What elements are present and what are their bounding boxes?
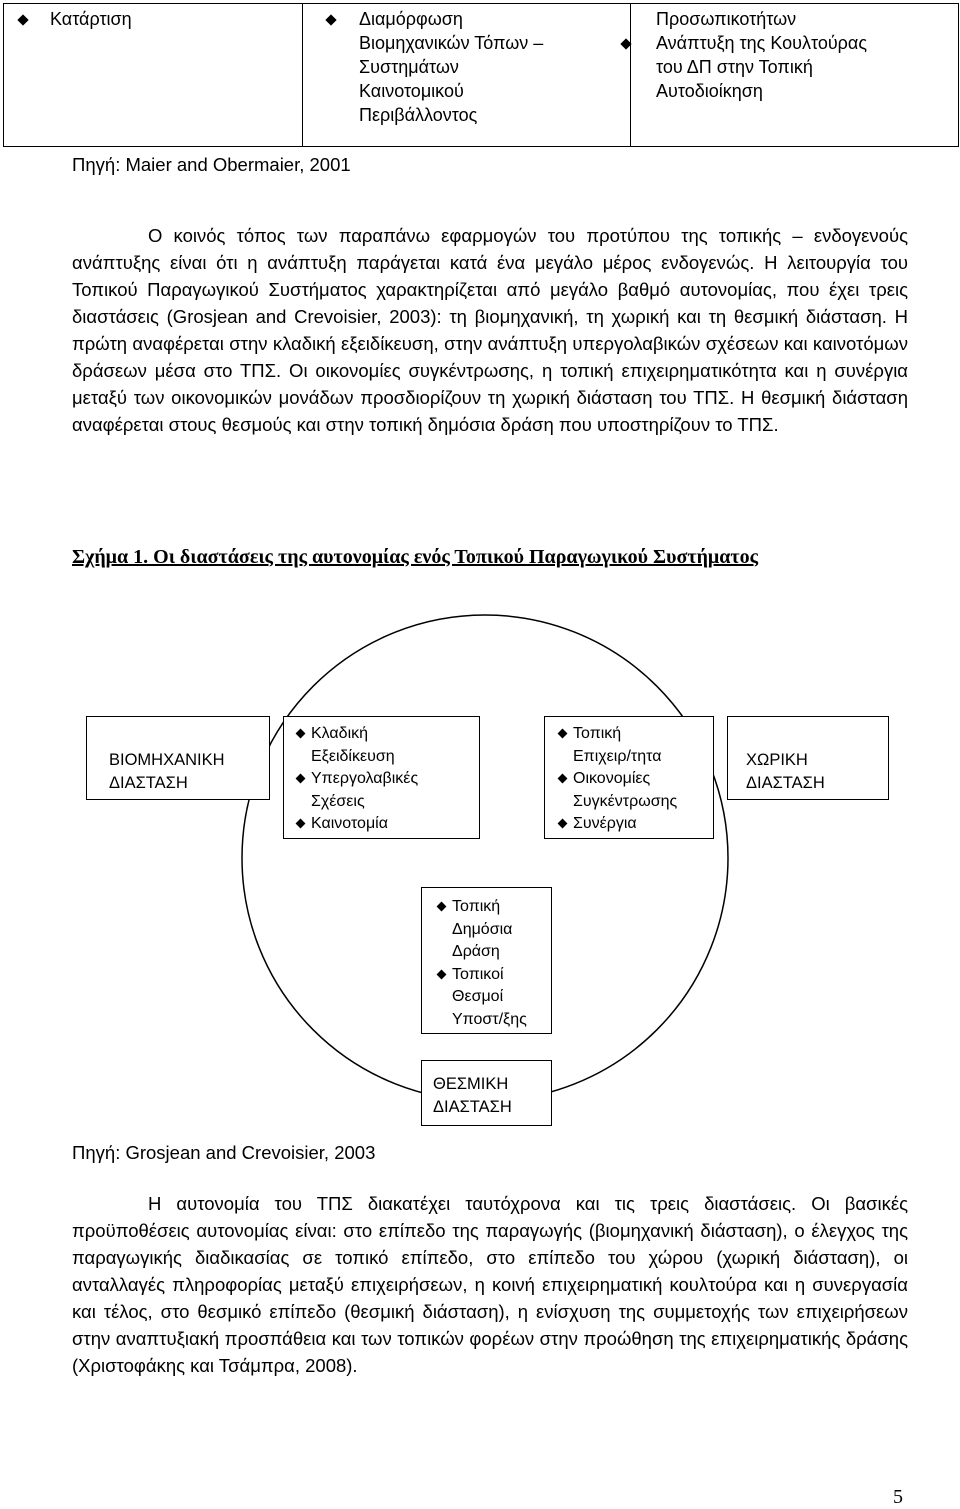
source-citation-2: Πηγή: Grosjean and Crevoisier, 2003 xyxy=(72,1142,376,1163)
list-item-line: Σχέσεις xyxy=(311,792,365,810)
table-item-line: του ΔΠ στην Τοπική xyxy=(656,57,813,77)
table-item-line: Καινοτομικού xyxy=(359,81,464,101)
list-item-line: Επιχειρ/τητα xyxy=(573,747,662,765)
list-item-line: Τοπική xyxy=(573,725,622,742)
list-item xyxy=(295,723,418,768)
list-item-line: Συνέργια xyxy=(573,815,637,832)
bullet-diamond-icon xyxy=(296,819,306,829)
list-item-line: Οικονομίες xyxy=(573,770,651,787)
page-number: 5 xyxy=(893,1486,903,1508)
bullet-diamond-icon xyxy=(558,729,568,739)
list-item-line: Εξειδίκευση xyxy=(311,747,395,765)
table-item-line: Συστημάτων xyxy=(359,57,459,77)
list-item-line: Καινοτομία xyxy=(311,815,388,832)
box-label-line: ΒΙΟΜΗΧΑΝΙΚΗ xyxy=(109,751,225,769)
paragraph-text: Η αυτονομία του ΤΠΣ διακατέχει ταυτόχρονα και τις τρεις διαστάσεις. Οι βασικές προϋποθέσεις αυτονομίας είναι: στο επίπεδο της παραγωγής (βιομηχανική διάσταση), ο έλεγχος της παραγωγικής διαδικασίας σε τοπικό επίπεδο, στο επίπεδο του χώρου (χωρική διάσταση), οι ανταλλαγές πληροφορίας μεταξύ επιχειρήσεων, η κοινή επιχειρηματική κουλτούρα και η συνεργασία και τέλος, στο θεσμικό επίπεδο (θεσμική διάσταση), η ενίσχυση της συμμετοχής των επιχειρήσεων στην αναπτυξιακή προσπάθεια και των τοπικών φορέων στην προώθηση της επιχειρηματικής δράσης (Χριστοφάκης και Τσάμπρα, 2008). xyxy=(72,1193,908,1376)
spatial-dimension-box xyxy=(727,716,889,800)
industrial-factors-list xyxy=(295,723,418,836)
strategy-table xyxy=(3,3,959,147)
table-item-line: Περιβάλλοντος xyxy=(359,105,478,125)
list-item xyxy=(436,964,527,1032)
list-item-line: Υπεργολαβικές xyxy=(311,770,419,787)
table-item-continued: Προσωπικοτήτων xyxy=(656,9,797,29)
bullet-diamond-icon xyxy=(296,729,306,739)
bullet-diamond-icon xyxy=(558,819,568,829)
list-item-line: Δράση xyxy=(452,943,500,960)
spatial-factors-list xyxy=(557,723,677,836)
spatial-factors-box xyxy=(544,716,714,839)
industrial-dimension-box xyxy=(86,716,270,800)
box-label-line: ΔΙΑΣΤΑΣΗ xyxy=(746,774,825,792)
list-item xyxy=(295,813,418,836)
table-item-line: Βιομηχανικών Τόπων – xyxy=(359,33,544,53)
source-citation-1: Πηγή: Maier and Obermaier, 2001 xyxy=(72,154,351,175)
list-item-line: Τοπικοί xyxy=(452,965,504,983)
table-item-line: Ανάπτυξη της Κουλτούρας xyxy=(656,33,867,53)
list-item-line: Θεσμοί xyxy=(452,988,504,1005)
box-label-line: ΔΙΑΣΤΑΣΗ xyxy=(109,774,188,792)
list-item-line: Τοπική xyxy=(452,898,501,915)
list-item-line: Υποστ/ξης xyxy=(452,1010,527,1028)
bullet-diamond-icon xyxy=(620,38,631,49)
body-paragraph-1 xyxy=(72,222,908,438)
bullet-diamond-icon xyxy=(437,969,447,979)
list-item-line: Δημόσια xyxy=(452,920,513,938)
list-item xyxy=(436,896,527,964)
table-item-line: Αυτοδιοίκηση xyxy=(656,81,763,101)
box-label-line: ΘΕΣΜΙΚΗ xyxy=(433,1075,509,1093)
list-item xyxy=(557,723,677,768)
list-item-line: Συγκέντρωσης xyxy=(573,792,678,810)
institutional-factors-list xyxy=(436,896,527,1031)
list-item xyxy=(557,768,677,813)
paragraph-text: Ο κοινός τόπος των παραπάνω εφαρμογών του προτύπου της τοπικής – ενδογενούς ανάπτυξης είναι ότι η ανάπτυξη παράγεται κατά ένα μεγάλο μέρος ενδογενώς. Η λειτουργία του Τοπικού Παραγωγικού Συστήματος χαρακτηρίζεται από μεγάλο βαθμό αυτονομίας, που έχει τρεις διαστάσεις (Grosjean and Crevoisier, 2003): τη βιομηχανική, τη χωρική και τη θεσμική διάσταση. Η πρώτη αναφέρεται στην κλαδική εξειδίκευση, στην ανάπτυξη υπεργολαβικών σχέσεων και καινοτόμων δράσεων μέσα στο ΤΠΣ. Οι οικονομίες συγκέντρωσης, η τοπική επιχειρηματικότητα και η συνέργια μεταξύ των οικονομικών μονάδων προσδιορίζουν τη χωρική διάσταση του ΤΠΣ. Η θεσμική διάσταση αναφέρεται στους θεσμούς και στην τοπική δημόσια δράση που υποστηρίζουν το ΤΠΣ. xyxy=(72,225,908,435)
list-item xyxy=(557,813,677,836)
list-item-line: Κλαδική xyxy=(311,725,369,742)
box-label-line: ΧΩΡΙΚΗ xyxy=(746,751,808,769)
figure-title: Σχήμα 1. Οι διαστάσεις της αυτονομίας ενός Τοπικού Παραγωγικού Συστήματος xyxy=(72,546,759,568)
institutional-dimension-box xyxy=(421,1060,552,1126)
table-cell-culture xyxy=(631,4,959,147)
table-item-line: Διαμόρφωση xyxy=(359,9,463,29)
bullet-diamond-icon xyxy=(296,774,306,784)
table-item-training: Κατάρτιση xyxy=(50,9,132,29)
bullet-diamond-icon xyxy=(437,902,447,912)
industrial-factors-box xyxy=(283,716,480,839)
box-label-line: ΔΙΑΣΤΑΣΗ xyxy=(433,1098,512,1116)
list-item xyxy=(295,768,418,813)
body-paragraph-2 xyxy=(72,1190,908,1379)
bullet-diamond-icon xyxy=(558,774,568,784)
institutional-factors-box xyxy=(421,887,552,1034)
